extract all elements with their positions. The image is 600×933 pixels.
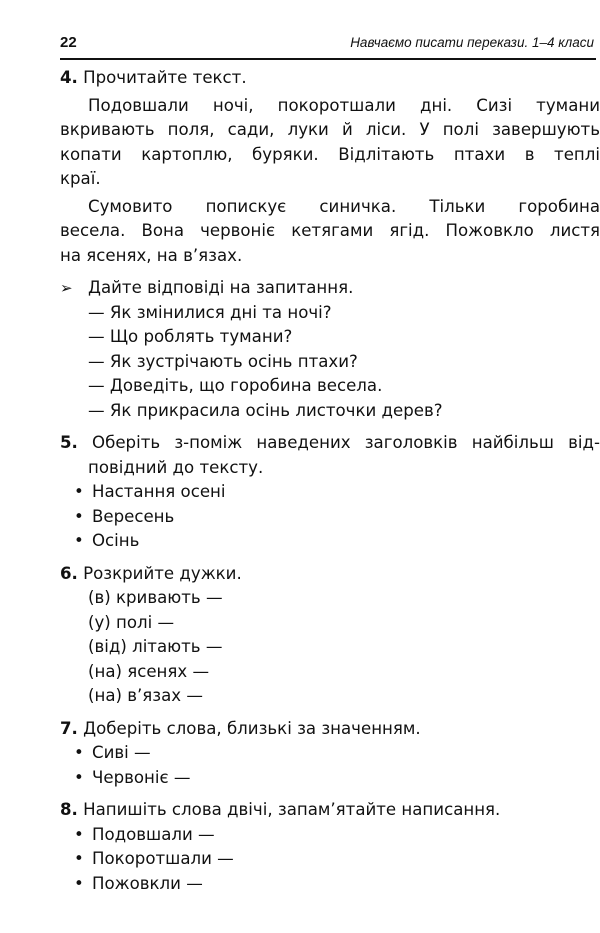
text-paragraph-1 [60,94,600,192]
option-item: • Вересень [60,505,600,530]
exercise-6 [60,562,600,709]
bullet-icon: • [74,531,84,550]
running-title: Навчаємо писати перекази. 1–4 класи [350,35,594,50]
synonym-item: • Сиві — [60,741,600,766]
question-list [60,301,600,424]
exercise-instruction: Прочитайте текст. [83,68,247,87]
text-line: весела. Вона червоніє кетягами ягід. Пожовкло листя [60,221,600,240]
exercise-heading [60,717,600,742]
exercise-instruction: Розкрийте дужки. [83,563,242,583]
page-content [60,66,600,896]
task-text: Дайте відповіді на запитання. [88,278,354,297]
word-item: • Подовшали — [60,823,600,848]
exercise-number: 7. [60,718,78,738]
bullet-icon: • [74,824,84,844]
exercise-instruction: Оберіть з-поміж наведених заголовків найбільш від- [92,433,600,452]
bullet-icon: • [74,767,84,787]
page-header [60,32,596,60]
text-line: Сумовито попискує синичка. Тільки горобина [88,196,600,216]
bracket-item: (на) ясенях — [88,661,210,681]
text-line: копати картоплю, буряки. Відлітають птахи в теплі [60,144,600,164]
exercise-heading [60,798,600,823]
bracket-item: (від) літають — [88,637,223,656]
bracket-item: (у) полі — [88,612,175,632]
text-line: на ясенях, на в’язах. [60,245,243,265]
exercise-heading [60,562,600,587]
word-item: • Пожовкли — [60,872,600,897]
task-line [60,276,600,301]
bullet-icon: • [74,482,84,501]
synonym-item: • Червоніє — [60,766,600,791]
bracket-item: (в) кривають — [88,588,223,607]
word-item: • Покоротшали — [60,847,600,872]
exercise-8 [60,798,600,896]
option-item: • Настання осені [60,480,600,505]
bullet-icon: • [74,506,84,526]
exercise-5 [60,431,600,554]
exercise-number: 5. [60,433,78,452]
bullet-icon: • [74,849,84,868]
exercise-number: 4. [60,68,78,87]
text-line: вкривають поля, сади, луки й ліси. У полі завершують [60,120,600,139]
bullet-icon: • [74,743,84,762]
bullet-icon: • [74,873,84,893]
exercise-heading [60,431,600,456]
question-item: — Як змінилися дні та ночі? [88,302,332,322]
exercise-4 [60,66,600,423]
exercise-7 [60,717,600,791]
exercise-instruction-cont: повідний до тексту. [88,457,264,477]
question-item: — Як зустрічають осінь птахи? [88,351,358,371]
page-number: 22 [60,34,77,51]
question-item: — Як прикрасила осінь листочки дерев? [88,400,443,420]
text-line: Подовшали ночі, покоротшали дні. Сизі тумани [88,95,600,115]
exercise-heading [60,66,600,91]
arrow-marker-icon: ➢ [60,279,73,297]
text-paragraph-2 [60,195,600,269]
bracket-item: (на) в’язах — [88,686,203,705]
exercise-number: 8. [60,800,78,819]
exercise-instruction: Доберіть слова, близькі за значенням. [83,718,421,738]
exercise-instruction: Напишіть слова двічі, запам’ятайте написання. [83,800,501,819]
text-line: краї. [60,169,101,188]
question-item: — Доведіть, що горобина весела. [88,376,383,395]
option-item: • Осінь [60,529,600,554]
question-item: — Що роблять тумани? [88,327,293,346]
exercise-number: 6. [60,563,78,583]
